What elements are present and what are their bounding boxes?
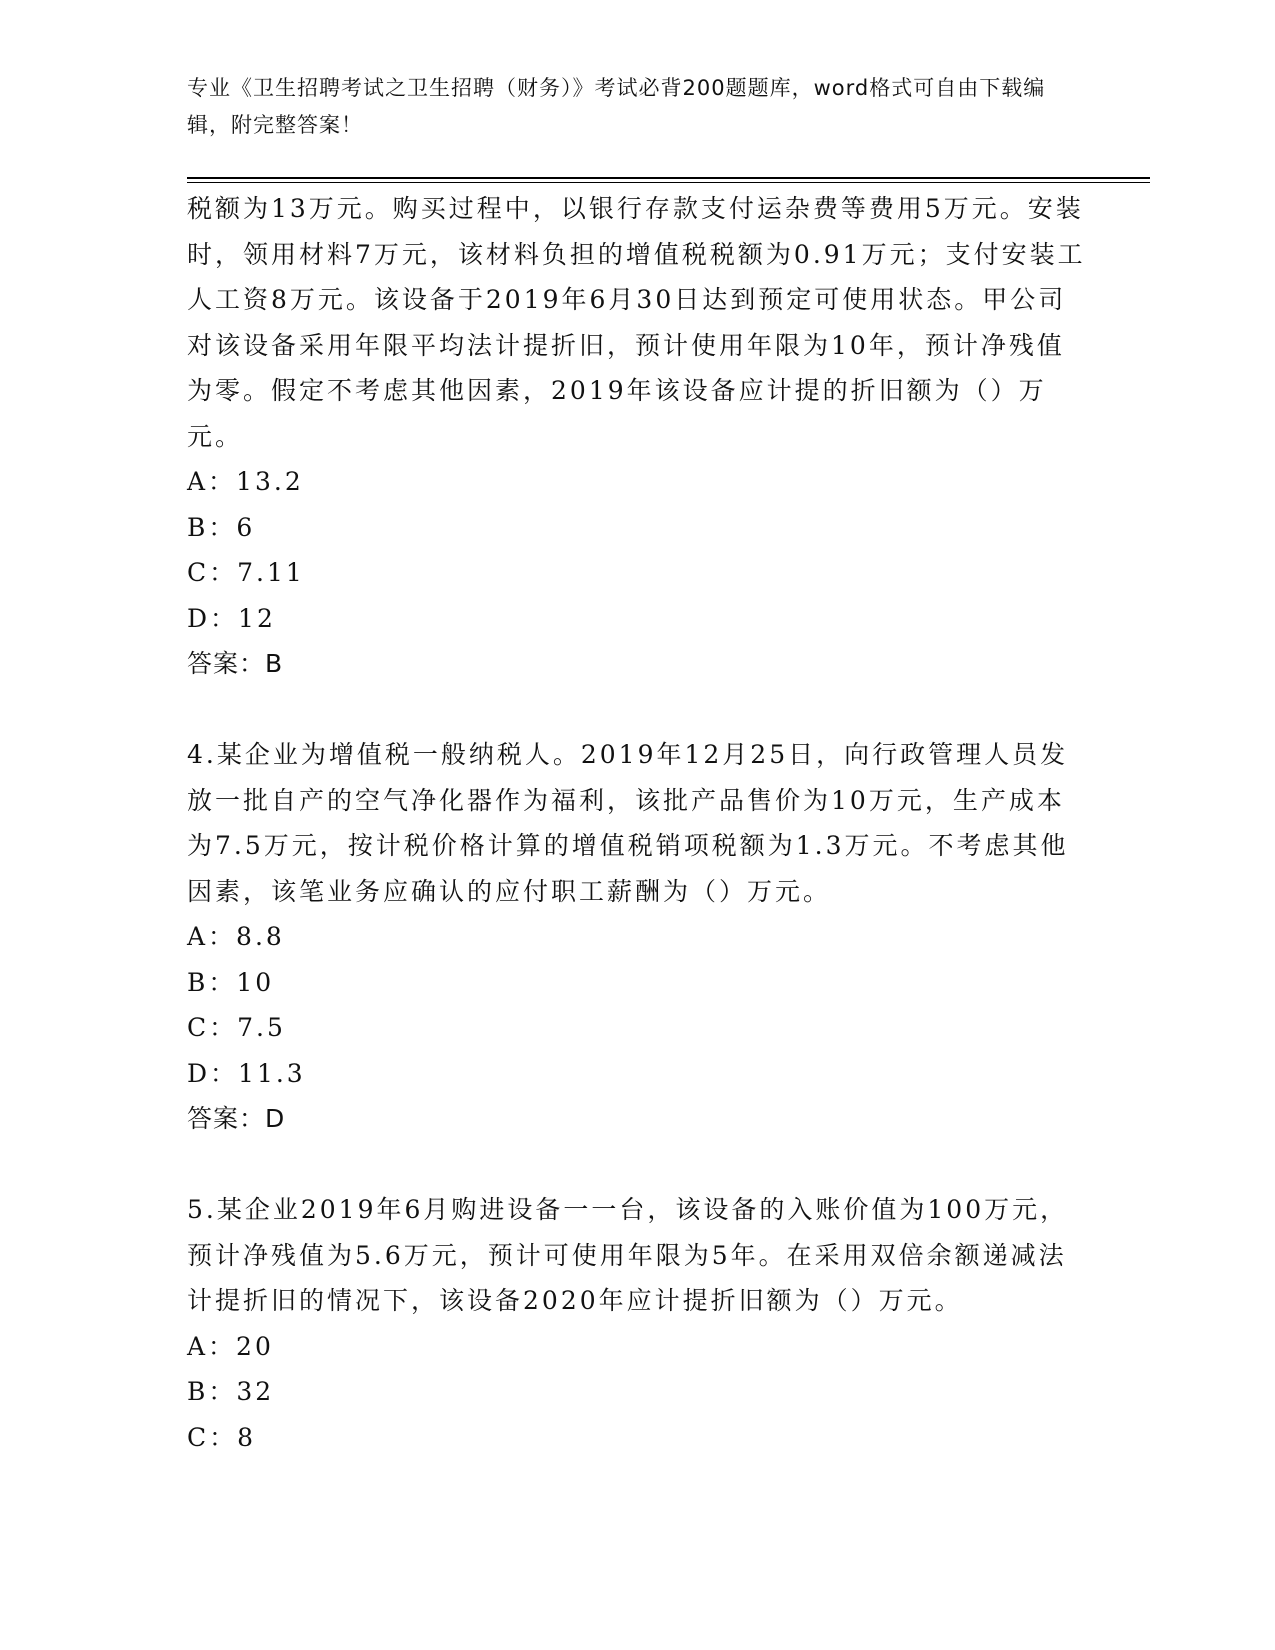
question-4 (187, 732, 1087, 1142)
header-rule-thin (187, 182, 1150, 183)
question-spacer (187, 687, 1087, 733)
option-a: A：8.8 (187, 922, 285, 951)
option-b: B：6 (187, 512, 256, 542)
document-header: 专业《卫生招聘考试之卫生招聘（财务）》考试必背200题题库，word格式可自由下载编辑，附完整答案！ (187, 76, 1046, 137)
question-continued (187, 186, 1087, 687)
option-d: D：12 (187, 603, 276, 633)
document-body (187, 186, 1087, 1460)
question-text: 4.某企业为增值税一般纳税人。2019年12月25日，向行政管理人员发放一批自产的空气净化器作为福利，该批产品售价为10万元，生产成本为7.5万元，按计税价格计算的增值税销项税额为1.3万元。不考虑其他因素，该笔业务应确认的应付职工薪酬为（）万元。 (187, 740, 1069, 906)
question-5 (187, 1187, 1087, 1460)
answer-line: 答案：B (187, 649, 284, 678)
option-c: C：7.11 (187, 558, 305, 587)
option-c: C：7.5 (187, 1013, 286, 1042)
question-text: 5.某企业2019年6月购进设备一一台，该设备的入账价值为100万元，预计净残值为5.6万元，预计可使用年限为5年。在采用双倍余额递减法计提折旧的情况下，该设备2020年应计提折旧额为（）万元。 (187, 1195, 1069, 1315)
answer-line: 答案：D (187, 1104, 286, 1133)
option-a: A：13.2 (187, 467, 304, 496)
option-c: C：8 (187, 1422, 257, 1452)
question-text: 税额为13万元。购买过程中，以银行存款支付运杂费等费用5万元。安装时，领用材料7万元，该材料负担的增值税税额为0.91万元；支付安装工人工资8万元。该设备于2019年6月30日达到预定可使用状态。甲公司对该设备采用年限平均法计提折旧，预计使用年限为10年，预计净残值为零。假定不考虑其他因素，2019年该设备应计提的折旧额为（）万元。 (187, 194, 1086, 451)
option-b: B：32 (187, 1377, 275, 1406)
option-d: D：11.3 (187, 1058, 306, 1088)
option-b: B：10 (187, 967, 275, 997)
option-a: A：20 (187, 1331, 274, 1361)
header-rule-thick (187, 177, 1150, 179)
question-spacer (187, 1142, 1087, 1188)
